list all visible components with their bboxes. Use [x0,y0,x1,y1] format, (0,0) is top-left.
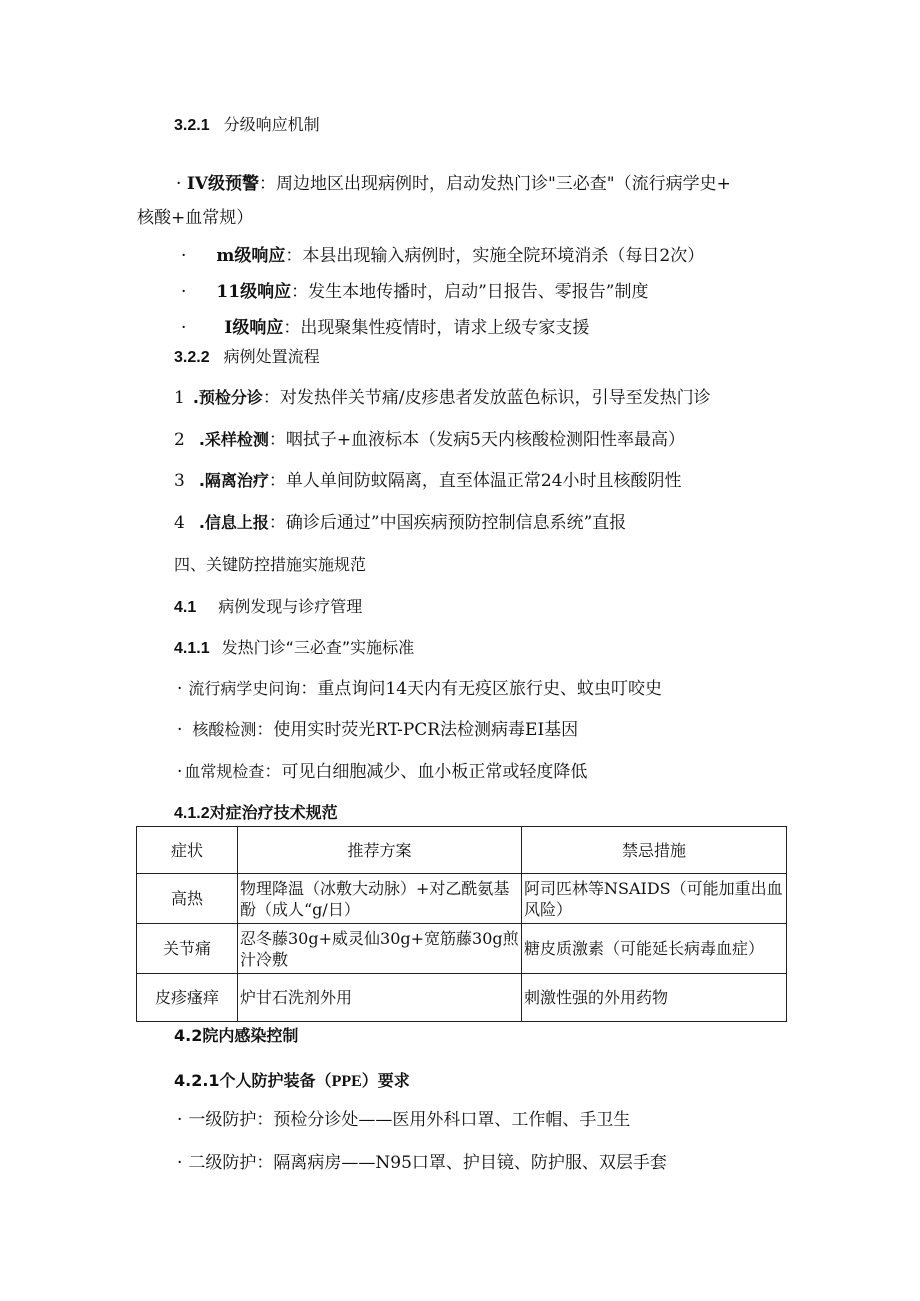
list-item: · 11级响应：发生本地传播时，启动”日报告、零报告”制度 [181,282,649,302]
table-row [137,924,787,974]
section-heading-3-2-1: 3.2.1 分级响应机制 [174,115,320,134]
section-heading-4-1-1: 4.1.1 发热门诊“三必查”实施标准 [174,638,415,657]
cell-symptom: 高热 [137,874,238,924]
table-row [137,874,787,924]
table-header-row [137,827,787,874]
list-item: · 流行病学史问询：重点询问14天内有无疫区旅行史、蚊虫叮咬史 [177,679,663,699]
list-item: 4 .信息上报：确诊后通过”中国疾病预防控制信息系统”直报 [174,513,627,533]
cell-symptom: 关节痛 [137,924,238,974]
chapter-heading-4: 四、关键防控措施实施规范 [174,555,367,574]
list-item: · 核酸检测：使用实时荧光RT-PCR法检测病毒EI基因 [177,720,579,740]
cell-plan: 物理降温（冰敷大动脉）+对乙酰氨基酚（成人“g/日） [238,874,522,924]
column-header-symptom: 症状 [137,827,238,874]
list-item: · 一级防护：预检分诊处——医用外科口罩、工作帽、手卫生 [177,1110,631,1130]
section-heading-4-1-2: 4.1.2对症治疗技术规范 [174,805,338,822]
list-item: 2 .采样检测：咽拭子+血液标本（发病5天内核酸检测阳性率最高） [174,430,685,450]
section-heading-4-1: 4.1 病例发现与诊疗管理 [174,597,363,616]
section-heading-3-2-2: 3.2.2 病例处置流程 [174,347,320,366]
column-header-avoid: 禁忌措施 [522,827,787,874]
cell-avoid: 糖皮质激素（可能延长病毒血症） [522,924,787,974]
cell-avoid: 刺激性强的外用药物 [522,974,787,1022]
table-row [137,974,787,1022]
list-item: · 血常规检查：可见白细胞减少、血小板正常或轻度降低 [177,762,588,782]
cell-plan: 炉甘石洗剂外用 [238,974,522,1022]
section-heading-4-2-1: 4.2.1个人防护装备（PPE）要求 [174,1071,410,1090]
column-header-plan: 推荐方案 [238,827,522,874]
symptom-treatment-table [136,826,787,1022]
list-item: 1 .预检分诊：对发热伴关节痛/皮疹患者发放蓝色标识，引导至发热门诊 [174,388,711,408]
list-item: · IV级预警：周边地区出现病例时，启动发热门诊"三必查"（流行病学史+ [176,174,731,194]
cell-avoid: 阿司匹林等NSAIDS（可能加重出血风险） [522,874,787,924]
list-item: · I级响应：出现聚集性疫情时，请求上级专家支援 [181,318,590,338]
list-item: · 二级防护：隔离病房——N95口罩、护目镜、防护服、双层手套 [177,1153,667,1173]
cell-plan: 忍冬藤30g+威灵仙30g+宽筋藤30g煎汁冷敷 [238,924,522,974]
list-item-continuation: 核酸+血常规） [137,208,254,228]
list-item: 3 .隔离治疗：单人单间防蚊隔离，直至体温正常24小时且核酸阴性 [174,471,682,491]
list-item: · m级响应：本县出现输入病例时，实施全院环境消杀（每日2次） [181,246,705,266]
section-heading-4-2: 4.2院内感染控制 [174,1026,299,1045]
cell-symptom: 皮疹瘙痒 [137,974,238,1022]
